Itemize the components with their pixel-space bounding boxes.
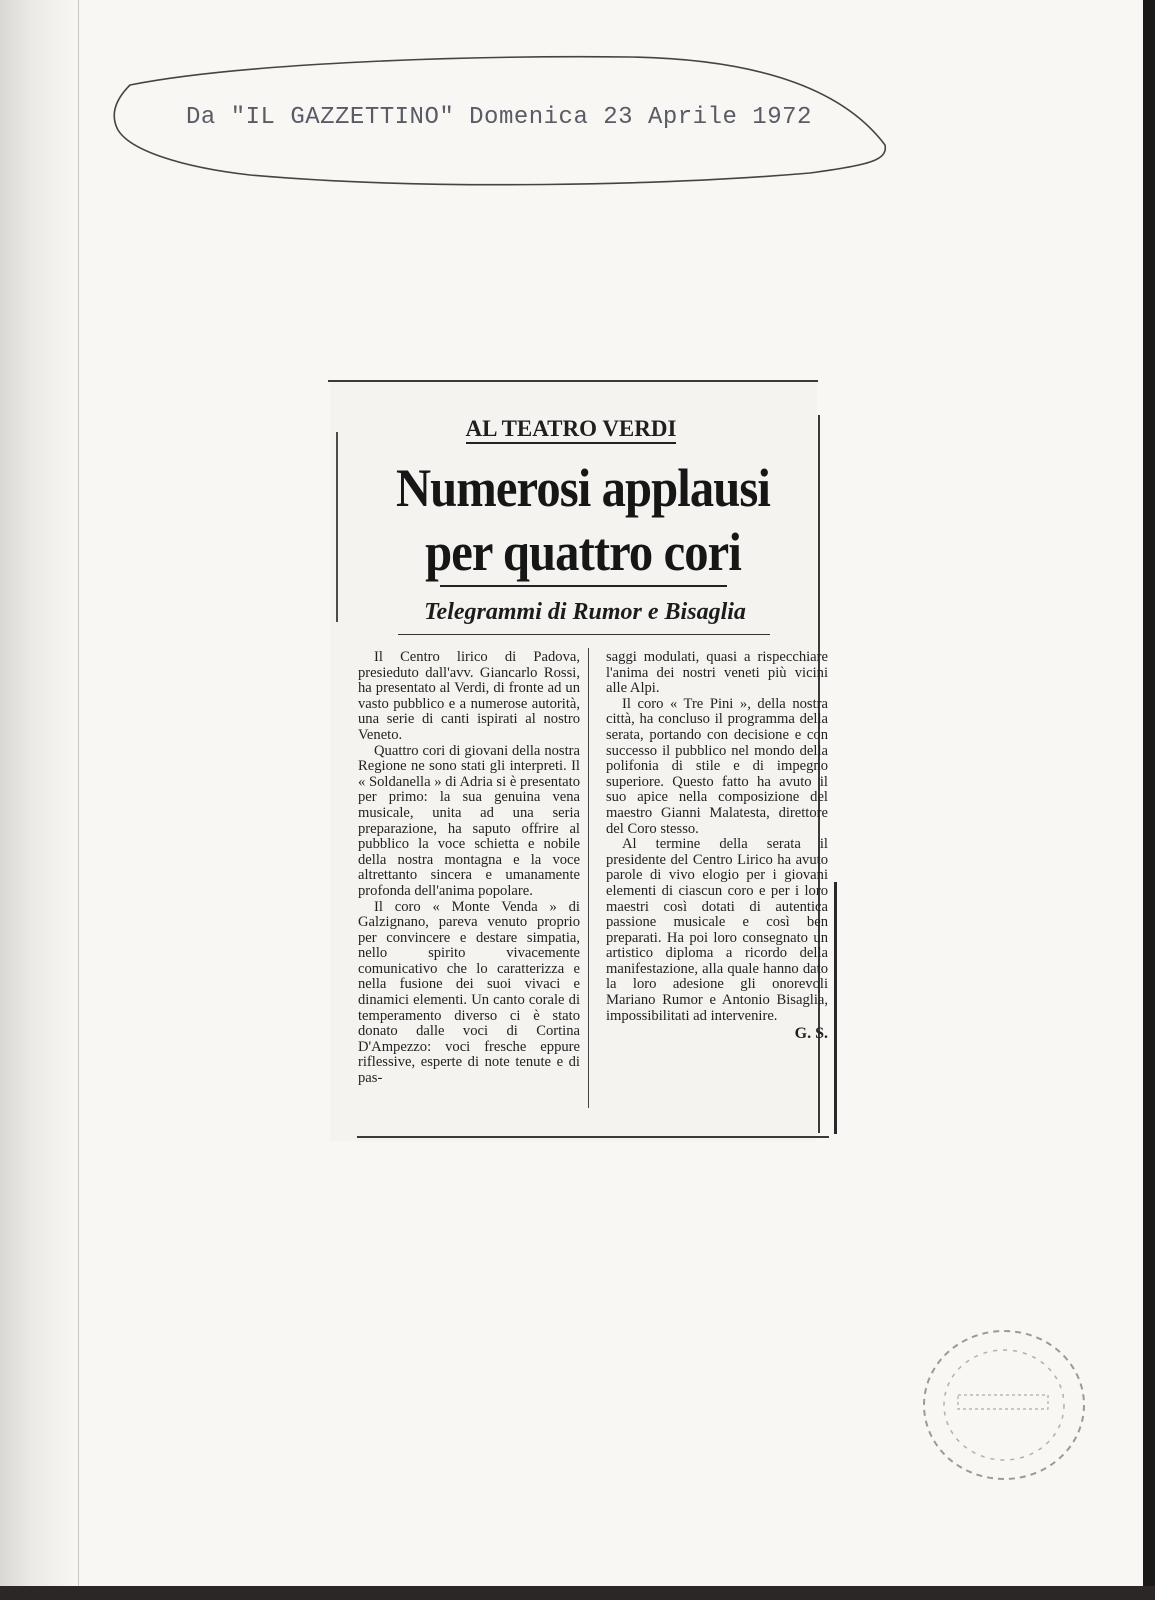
clipping-left-rule <box>336 432 338 622</box>
page-bottom-edge <box>0 1586 1155 1600</box>
source-date-line: Da "IL GAZZETTINO" Domenica 23 Aprile 1972 <box>186 104 812 131</box>
paragraph: Il Centro lirico di Padova, presieduto dall'avv. Giancarlo Rossi, ha presentato al Verdi, di fronte ad un vasto pubblico e a numerose autorità, una serie di canti ispirati al nostro Veneto. <box>358 649 580 743</box>
article-subheadline: Telegrammi di Rumor e Bisaglia <box>424 599 746 625</box>
page-binding-shadow <box>0 0 80 1586</box>
headline-line-1: Numerosi applausi <box>395 458 771 518</box>
paragraph: Quattro cori di giovani della nostra Regione ne sono stati gli interpreti. Il « Soldanella » di Adria si è presentato per primo: la sua genuina vena musicale, unita ad una seria preparazione, ha saputo offrire al pubblico la voce schietta e nobile della nostra montagna e la voce altrettanto sincera e umanamente profonda dell'anima popolare. <box>358 742 580 899</box>
paragraph: Al termine della serata il presidente del Centro Lirico ha avuto parole di vivo elogio per i giovani elementi di ciascun coro e per i loro maestri così dotati di autentica passione musicale e così ben preparati. Ha poi loro consegnato un artistico diploma a ricordo della manifestazione, alla quale hanno dato la loro adesione gli onorevoli Mariano Rumor e Antonio Bisaglia, impossibilitati ad intervenire. <box>606 836 828 1024</box>
headline-line-2: per quattro cori <box>425 522 741 582</box>
faded-stamp-icon <box>918 1325 1090 1485</box>
article-column-right <box>606 650 828 1042</box>
column-divider <box>588 648 589 1108</box>
article-headline <box>363 456 804 584</box>
paragraph: Il coro « Tre Pini », della nostra città, ha concluso il programma della serata, portando con decisione e con successo il pubblico nel mondo della polifonia di stile e di impegno superiore. Questo fatto ha avuto il suo apice nella composizione del maestro Gianni Malatesta, direttore del Coro stesso. <box>606 695 828 837</box>
headline-rule <box>440 585 727 587</box>
paragraph: Il coro « Monte Venda » di Galzignano, pareva venuto proprio per convincere e destare simpatia, nello spirito vivacemente comunicativo che lo caratterizza e nella fusione dei suoi vivaci e dinamici elementi. Un canto corale di temperamento diverso ci è stato donato dalle voci di Cortina D'Ampezzo: voci fresche eppure riflessive, esperte di note tenute e di pas- <box>358 898 580 1087</box>
clipping-right-rule-heavy <box>834 882 837 1134</box>
binding-crease <box>78 0 79 1586</box>
paragraph: saggi modulati, quasi a rispecchiare l'anima dei nostri veneti più vicini alle Alpi. <box>606 649 828 697</box>
clipping-top-rule <box>328 380 818 382</box>
clipping-bottom-rule <box>357 1136 829 1138</box>
subheadline-rule <box>398 634 770 635</box>
page-right-edge <box>1143 0 1155 1600</box>
article-kicker: AL TEATRO VERDI <box>336 416 806 442</box>
article-column-left <box>358 650 580 1087</box>
author-signature: G. S. <box>794 1025 828 1043</box>
